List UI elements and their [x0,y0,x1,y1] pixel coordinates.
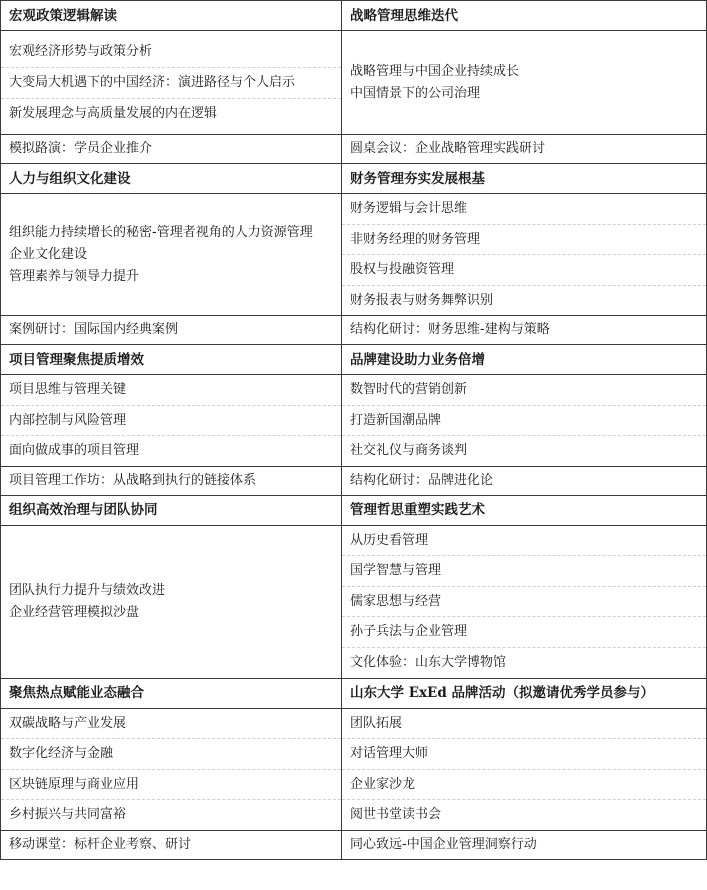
topic-item: 从历史看管理 [342,526,706,557]
module-topics [342,525,707,678]
section-footer-row [1,316,707,345]
topic-item: 社交礼仪与商务谈判 [350,443,468,458]
module-title: 组织高效治理与团队协同 [1,495,342,525]
section-body-row [1,31,707,135]
section-footer-row [1,466,707,495]
topic-item: 中国情景下的公司治理 [350,85,481,101]
topic-item: 企业家沙龙 [342,770,706,801]
topic-item: 宏观经济形势与政策分析 [1,37,341,68]
section-body-row [1,194,707,316]
module-activity: 案例研讨：国际国内经典案例 [1,316,342,345]
topic-item: 内部控制与风险管理 [1,406,341,437]
section-header-row [1,164,707,194]
section-body-row [1,708,707,830]
module-title: 人力与组织文化建设 [1,164,342,194]
module-topics [342,31,707,135]
topic-item: 打造新国潮品牌 [342,406,706,437]
module-activity: 圆桌会议：企业战略管理实践研讨 [342,135,707,164]
topic-item: 文化体验：山东大学博物馆 [350,654,507,670]
section-header-row [1,678,707,708]
module-activity: 项目管理工作坊：从战略到执行的链接体系 [1,466,342,495]
topic-item: 团队执行力提升与绩效改进 [9,582,166,598]
module-activity: 移动课堂：标杆企业考察、研讨 [1,830,342,859]
topic-item: 战略管理与中国企业持续成长 [350,63,520,79]
module-topics [342,194,707,316]
module-topics [1,375,342,467]
topic-item: 对话管理大师 [342,739,706,770]
module-title: 战略管理思维迭代 [342,1,707,31]
topic-item: 孙子兵法与企业管理 [342,617,706,648]
module-topics [342,708,707,830]
section-header-row [1,495,707,525]
topic-item: 项目思维与管理关键 [1,375,341,406]
module-topics [1,31,342,135]
module-topics [1,525,342,678]
section-header-row [1,1,707,31]
topic-item: 管理素养与领导力提升 [9,268,140,284]
topic-item: 组织能力持续增长的秘密-管理者视角的人力资源管理 [9,224,313,240]
topic-item: 财务逻辑与会计思维 [342,194,706,225]
module-activity: 同心致远-中国企业管理洞察行动 [342,830,707,859]
topic-item: 企业经营管理模拟沙盘 [9,604,140,620]
topic-item: 财务报表与财务舞弊识别 [350,292,494,308]
module-title: 聚焦热点赋能业态融合 [1,678,342,708]
topic-item: 乡村振兴与共同富裕 [9,807,127,822]
module-activity: 结构化研讨：品牌进化论 [342,466,707,495]
topic-item: 数字化经济与金融 [1,739,341,770]
module-title: 品牌建设助力业务倍增 [342,345,707,375]
section-header-row [1,345,707,375]
topic-item: 国学智慧与管理 [342,556,706,587]
module-topics [342,375,707,467]
section-footer-row [1,135,707,164]
section-footer-row [1,830,707,859]
topic-item: 区块链原理与商业应用 [1,770,341,801]
module-title: 财务管理夯实发展根基 [342,164,707,194]
module-activity: 模拟路演：学员企业推介 [1,135,342,164]
topic-item: 团队拓展 [342,709,706,740]
topic-item: 非财务经理的财务管理 [342,225,706,256]
module-topics [1,194,342,316]
section-body-row [1,375,707,467]
module-topics [1,708,342,830]
section-body-row [1,525,707,678]
topic-item: 双碳战略与产业发展 [1,709,341,740]
module-title: 山东大学 ExEd 品牌活动（拟邀请优秀学员参与） [342,678,707,708]
topic-item: 阅世书堂读书会 [350,807,442,822]
topic-item: 新发展理念与高质量发展的内在逻辑 [9,105,218,121]
module-title: 管理哲思重塑实践艺术 [342,495,707,525]
topic-item: 儒家思想与经营 [342,587,706,618]
module-activity: 结构化研讨：财务思维-建构与策略 [342,316,707,345]
topic-item: 股权与投融资管理 [342,255,706,286]
topic-item: 面向做成事的项目管理 [9,443,140,458]
module-title: 宏观政策逻辑解读 [1,1,342,31]
topic-item: 大变局大机遇下的中国经济：演进路径与个人启示 [1,68,341,99]
topic-item: 企业文化建设 [9,246,88,262]
module-title: 项目管理聚焦提质增效 [1,345,342,375]
topic-item: 数智时代的营销创新 [342,375,706,406]
